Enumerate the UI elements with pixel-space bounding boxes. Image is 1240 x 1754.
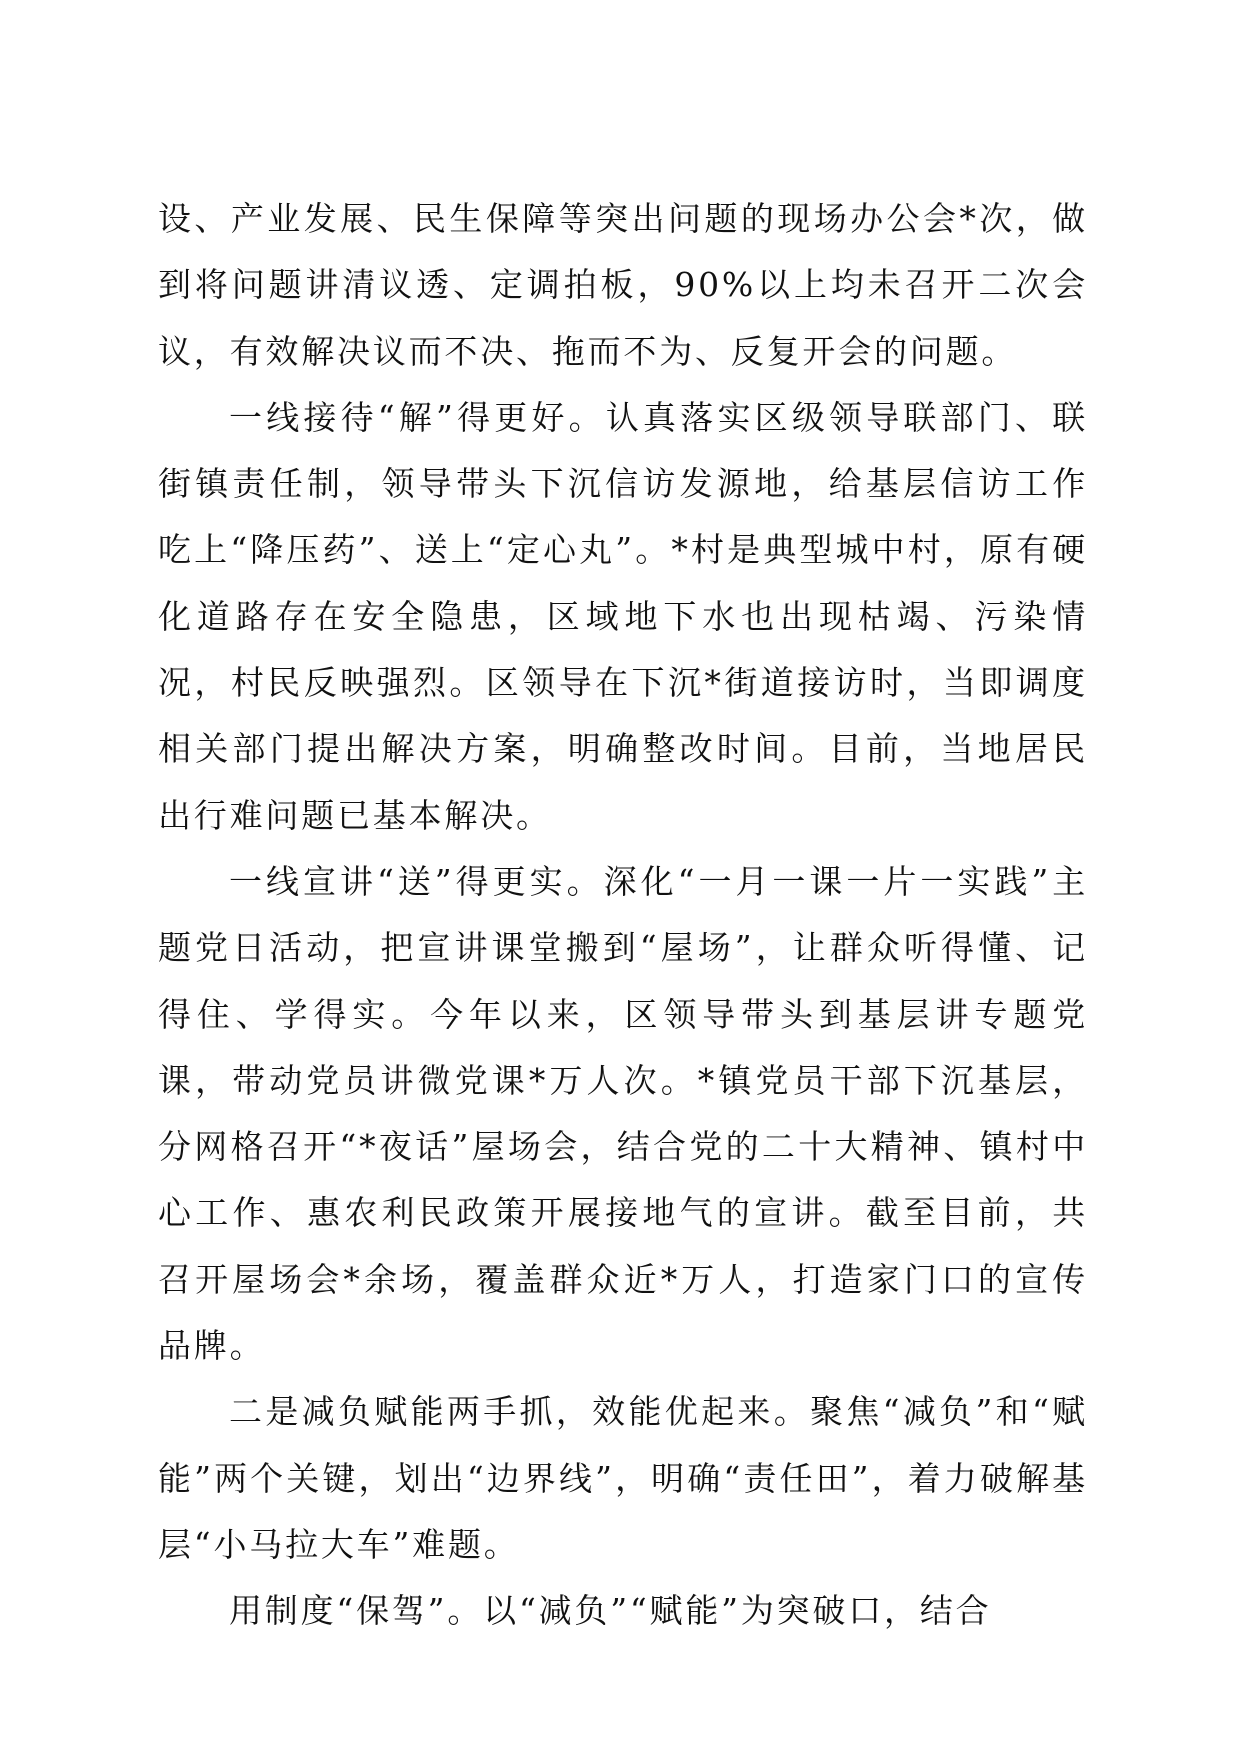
paragraph-4: 二是减负赋能两手抓，效能优起来。聚焦“减负”和“赋能”两个关键，划出“边界线”，明确“责任田”，着力破解基层“小马拉大车”难题。 (158, 1392, 1088, 1564)
paragraph-5: 用制度“保驾”。以“减负”“赋能”为突破口，结合 (229, 1591, 992, 1631)
paragraph-1: 设、产业发展、民生保障等突出问题的现场办公会*次，做到将问题讲清议透、定调拍板，90%以上均未召开二次会议，有效解决议而不决、拖而不为、反复开会的问题。 (158, 199, 1088, 371)
document-body (158, 186, 1088, 1645)
paragraph-3: 一线宣讲“送”得更实。深化“一月一课一片一实践”主题党日活动，把宣讲课堂搬到“屋场”，让群众听得懂、记得住、学得实。今年以来，区领导带头到基层讲专题党课，带动党员讲微党课*万人次。*镇党员干部下沉基层，分网格召开“*夜话”屋场会，结合党的二十大精神、镇村中心工作、惠农利民政策开展接地气的宣讲。截至目前，共召开屋场会*余场，覆盖群众近*万人，打造家门口的宣传品牌。 (158, 861, 1088, 1366)
paragraph-2: 一线接待“解”得更好。认真落实区级领导联部门、联街镇责任制，领导带头下沉信访发源地，给基层信访工作吃上“降压药”、送上“定心丸”。*村是典型城中村，原有硬化道路存在安全隐患，区域地下水也出现枯竭、污染情况，村民反映强烈。区领导在下沉*街道接访时，当即调度相关部门提出解决方案，明确整改时间。目前，当地居民出行难问题已基本解决。 (158, 397, 1088, 835)
